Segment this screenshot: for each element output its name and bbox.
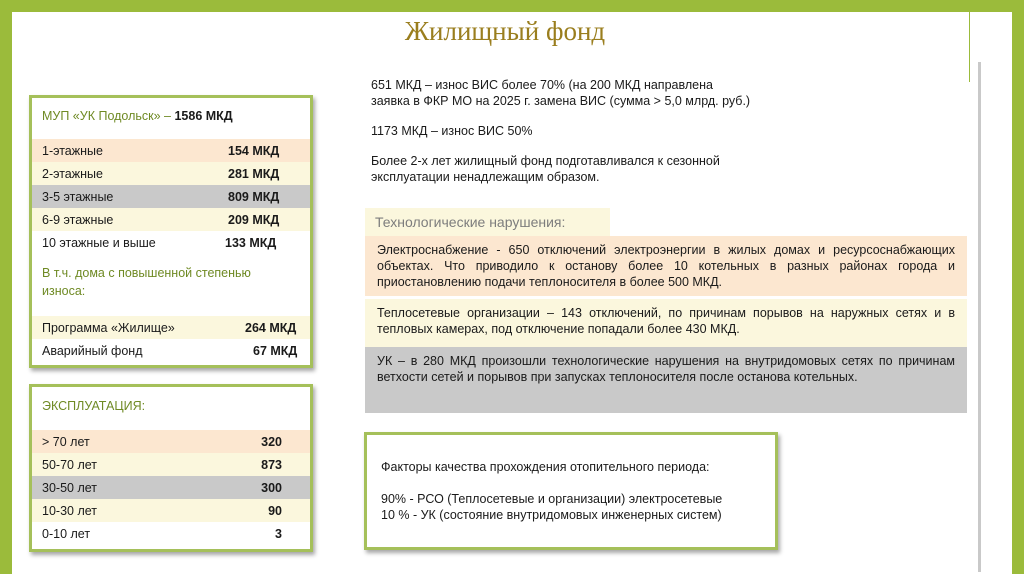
row-label: 6-9 этажные (42, 213, 114, 227)
decorative-divider (978, 62, 981, 572)
intro-line: эксплуатации ненадлежащим образом. (371, 170, 600, 184)
housing-header-label: МУП «УК Подольск» – (42, 109, 171, 123)
exploitation-header: ЭКСПЛУАТАЦИЯ: (42, 399, 146, 413)
factors-panel (364, 432, 778, 550)
intro-line: 1173 МКД – износ ВИС 50% (371, 124, 533, 138)
table-row (32, 162, 310, 185)
row-value: 67 МКД (253, 344, 298, 358)
table-row (32, 476, 310, 499)
housing-note (42, 264, 251, 300)
intro-line: 651 МКД – износ ВИС более 70% (на 200 МКД направлена (371, 78, 713, 92)
note-line: В т.ч. дома с повышенной степенью (42, 266, 251, 280)
intro-line: заявка в ФКР МО на 2025 г. замена ВИС (сумма > 5,0 млрд. руб.) (371, 94, 751, 108)
row-value: 209 МКД (228, 213, 280, 227)
table-row (32, 339, 310, 362)
row-value: 320 (261, 435, 282, 449)
housing-header-value: 1586 МКД (174, 109, 233, 123)
table-row (32, 522, 310, 545)
tech-item-heating: Теплосетевые организации – 143 отключений, по причинам порывов на наружных сетях и в тепловых камерах, под отключение попадали более 430 МКД. (365, 299, 967, 348)
row-value: 809 МКД (228, 190, 280, 204)
row-label: 1-этажные (42, 144, 103, 158)
row-value: 264 МКД (245, 321, 297, 335)
housing-header (42, 109, 233, 123)
table-row (32, 453, 310, 476)
row-label: 2-этажные (42, 167, 103, 181)
table-row (32, 139, 310, 162)
intro-line: Более 2-х лет жилищный фонд подготавливался к сезонной (371, 154, 720, 168)
table-row (32, 316, 310, 339)
table-row (32, 231, 310, 254)
intro-text (371, 77, 931, 185)
row-label: 0-10 лет (42, 527, 91, 541)
tech-item-power: Электроснабжение - 650 отключений электроэнергии в жилых домах и ресурсоснабжающих объектах. Что приводило к останову более 10 котельных в разных районах города и приостановлению подачи теплоносителя в более 500 МКД. (365, 236, 967, 296)
table-row (32, 185, 310, 208)
row-label: 10-30 лет (42, 504, 97, 518)
row-value: 300 (261, 481, 282, 495)
row-value: 90 (268, 504, 282, 518)
page-title: Жилищный фонд (404, 16, 606, 46)
row-label: 30-50 лет (42, 481, 97, 495)
factors-line: 90% - РСО (Теплосетевые и организации) электросетевые (381, 492, 723, 506)
table-row (32, 208, 310, 231)
housing-panel (29, 95, 313, 368)
row-label: > 70 лет (42, 435, 90, 449)
exploitation-panel (29, 384, 313, 552)
row-label: Программа «Жилище» (42, 321, 175, 335)
tech-title: Технологические нарушения: (365, 208, 610, 236)
row-value: 154 МКД (228, 144, 280, 158)
table-row (32, 499, 310, 522)
row-value: 133 МКД (225, 236, 277, 250)
row-label: 50-70 лет (42, 458, 97, 472)
row-value: 873 (261, 458, 282, 472)
factors-body (381, 491, 722, 523)
row-label: 10 этажные и выше (42, 236, 156, 250)
row-value: 281 МКД (228, 167, 280, 181)
tech-item-uk: УК – в 280 МКД произошли технологические нарушения на внутридомовых сетях по причинам ветхости сетей и порывов при запусках теплоносителя после останова котельных. (365, 347, 967, 413)
factors-title: Факторы качества прохождения отопительного периода: (381, 460, 710, 474)
note-line: износа: (42, 284, 86, 298)
table-row (32, 430, 310, 453)
row-label: 3-5 этажные (42, 190, 114, 204)
row-label: Аварийный фонд (42, 344, 143, 358)
factors-line: 10 % - УК (состояние внутридомовых инженерных систем) (381, 508, 722, 522)
row-value: 3 (275, 527, 282, 541)
